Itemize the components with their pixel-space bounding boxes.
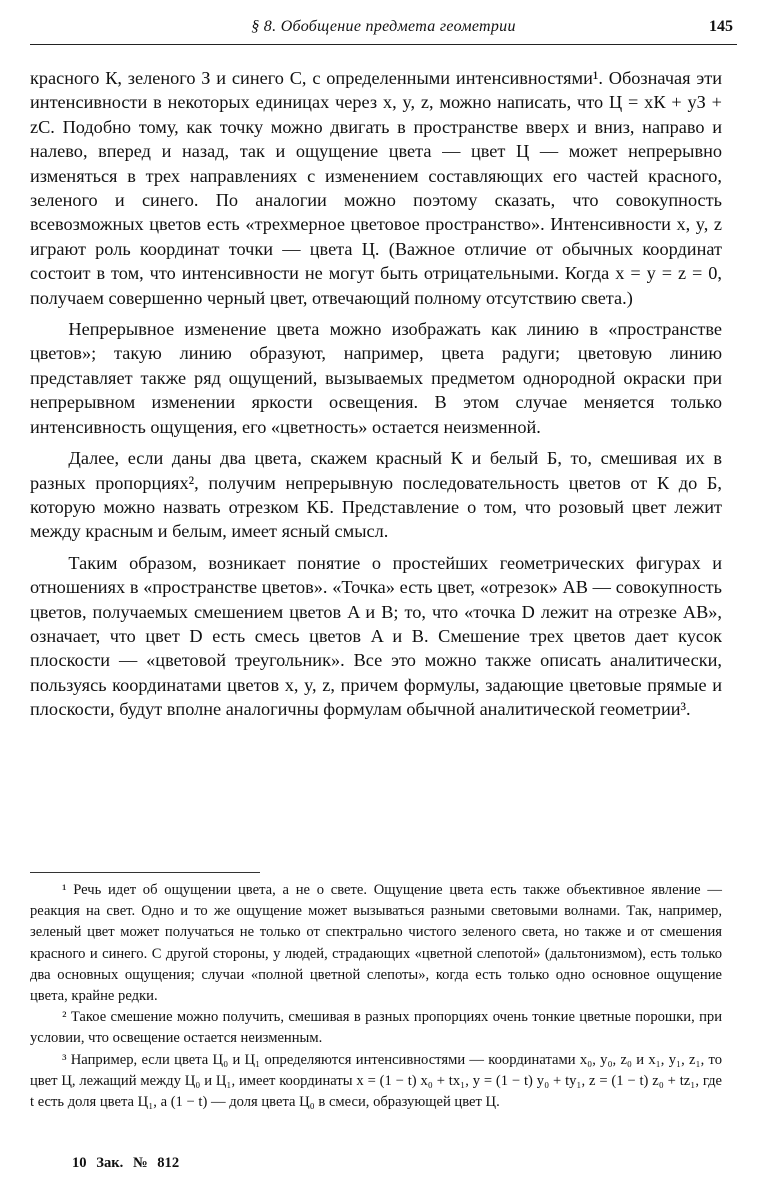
footnote-divider (30, 872, 260, 873)
paragraph-2: Непрерывное изменение цвета можно изображать как линию в «пространстве цветов»; такую линию образуют, например, цвета радуги; цветовую линию представляет также ряд ощущений, вызываемых предметом однородной окраски при непрерывном изменении яркости освещения. В этом случае меняется только интенсивность ощущения, его «цветность» остается неизменной. (30, 319, 722, 437)
paragraph-3: Далее, если даны два цвета, скажем красный К и белый Б, то, смешивая их в разных пропорциях², получим непрерывную последовательность цветов от К до Б, которую можно назвать отрезком КБ. Представление о том, что розовый цвет лежит между красным и белым, имеет ясный смысл. (30, 448, 722, 542)
running-title: § 8. Обобщение предмета геометрии (251, 18, 516, 35)
printer-signature: 10 Зак. № 812 (72, 1155, 180, 1171)
footnotes (30, 880, 722, 1113)
running-header (30, 14, 737, 45)
footnote-1: ¹ Речь идет об ощущении цвета, а не о свете. Ощущение цвета есть также объективное явление — реакция на свет. Одно и то же ощущение может вызываться разными световыми волнами. Так, например, зеленый цвет может получаться не только от спектрально чистого зеленого света, но также и от смешения красного и синего. С другой стороны, у людей, страдающих «цветной слепотой» (дальтонизмом), есть только два основных ощущения; случаи «полной цветной слепоты», когда есть только одно основное ощущение цвета, крайне редки. (30, 882, 722, 1005)
paragraph-1: красного К, зеленого З и синего С, с определенными интенсивностями¹. Обозначая эти интенсивности в некоторых единицах через x, y, z, можно написать, что Ц = xК + yЗ + zС. Подобно тому, как точку можно двигать в пространстве вверх и вниз, направо и налево, вперед и назад, так и ощущение цвета — цвет Ц — может непрерывно изменяться в трех направлениях с изменением составляющих его частей красного, зеленого и синего. По аналогии можно поэтому сказать, что совокупность всевозможных цветов есть «трехмерное цветовое пространство». Интенсивности x, y, z играют роль координат точки — цвета Ц. (Важное отличие от обычных координат состоит в том, что интенсивности не могут быть отрицательными. Когда x = y = z = 0, получаем совершенно черный цвет, отвечающий полному отсутствию света.) (30, 68, 722, 308)
footnote-3: ³ Например, если цвета Ц₀ и Ц₁ определяются интенсивностями — координатами x₀, y₀, z₀ и x₁, y₁, z₁, то цвет Ц, лежащий между Ц₀ и Ц₁, имеет координаты x = (1 − t) x₀ + tx₁, y = (1 − t) y₀ + ty₁, z = (1 − t) z₀ + tz₁, где t есть доля цвета Ц₁, а (1 − t) — доля цвета Ц₀ в смеси, образующей цвет Ц. (30, 1051, 722, 1111)
page-number: 145 (709, 18, 733, 35)
paragraph-4: Таким образом, возникает понятие о простейших геометрических фигурах и отношениях в «пространстве цветов». «Точка» есть цвет, «отрезок» AB — совокупность цветов, получаемых смешением цветов A и B; то, что «точка D лежит на отрезке AB», означает, что цвет D есть смесь цветов A и B. Смешение трех цветов дает кусок плоскости — «цветовой треугольник». Все это можно также описать аналитически, пользуясь координатами цветов x, y, z, причем формулы, задающие цветовые прямые и плоскости, будут вполне аналогичны формулам обычной аналитической геометрии³. (30, 552, 722, 720)
main-text (30, 66, 722, 729)
footnote-2: ² Такое смешение можно получить, смешивая в разных пропорциях очень тонкие цветные порошки, при условии, что освещение остается неизменным. (30, 1009, 722, 1047)
